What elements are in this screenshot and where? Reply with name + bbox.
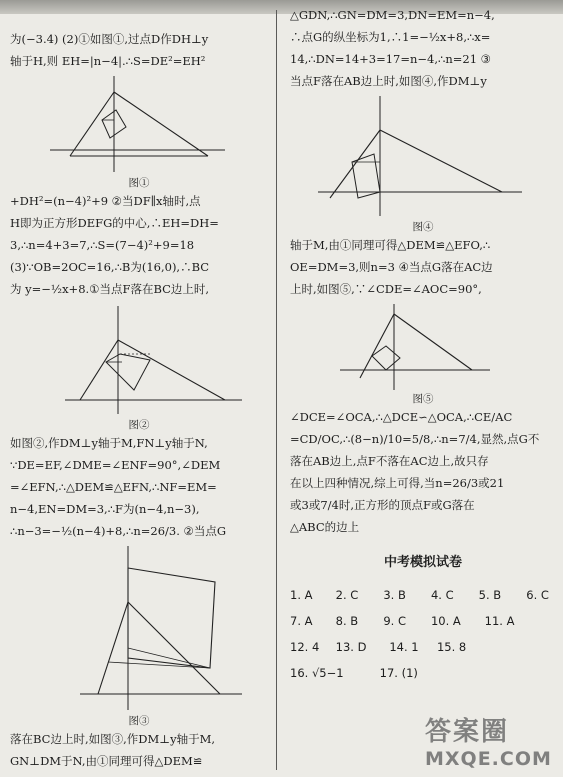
text-line: 落在AB边上,点F不落在AC边上,故只存 bbox=[290, 454, 489, 468]
text-line: n−4,EN=DM=3,∴F为(n−4,n−3), bbox=[10, 502, 200, 516]
section-title: 中考模拟试卷 bbox=[383, 555, 462, 570]
text-line: OE=DM=3,则n=3 ④当点G落在AC边 bbox=[290, 260, 493, 274]
answer-item: 7. A bbox=[290, 614, 313, 628]
answer-item: 11. A bbox=[484, 614, 515, 628]
left-column bbox=[10, 28, 268, 772]
answer-item: 14. 1 bbox=[389, 640, 419, 654]
answer-row bbox=[290, 582, 556, 608]
answer-item: 9. C bbox=[383, 614, 406, 628]
text-line: 14,∴DN=14+3=17=n−4,∴n=21 ③ bbox=[290, 52, 491, 66]
figure-3-caption: 图③ bbox=[128, 715, 150, 727]
figure-4 bbox=[290, 92, 556, 220]
answer-item: 10. A bbox=[430, 614, 461, 628]
text-line: GN⊥DM于N,由①同理可得△DEM≌ bbox=[10, 754, 203, 768]
text-line: 为 y=−½x+8.①当点F落在BC边上时, bbox=[10, 282, 210, 296]
answer-item: 5. B bbox=[478, 588, 502, 602]
text-line: ∠DCE=∠OCA,∴△DCE∽△OCA,∴CE/AC bbox=[290, 410, 513, 424]
text-line: ∴点G的纵坐标为1,∴1=−½x+8,∴x= bbox=[290, 30, 491, 44]
text-line: =∠EFN,∴△DEM≌△EFN,∴NF=EM= bbox=[10, 480, 217, 494]
figure-2-caption: 图② bbox=[128, 419, 150, 431]
text-line: 3,∴n=4+3=7,∴S=(7−4)²+9=18 bbox=[10, 238, 195, 252]
text-line: △GDN,∴GN=DM=3,DN=EM=n−4, bbox=[290, 8, 495, 22]
text-line: △ABC的边上 bbox=[290, 520, 360, 534]
answer-item: 6. C bbox=[526, 588, 549, 602]
answer-item: 16. √5−1 bbox=[290, 666, 344, 680]
text-line: 为(−3.4) (2)①如图①,过点D作DH⊥y bbox=[10, 32, 209, 46]
figure-2 bbox=[10, 300, 268, 418]
answer-item: 13. D bbox=[335, 640, 367, 654]
watermark-url: MXQE.COM bbox=[425, 748, 552, 770]
text-line: 如图②,作DM⊥y轴于M,FN⊥y轴于N, bbox=[10, 436, 208, 450]
figure-1-caption: 图① bbox=[128, 177, 150, 189]
answer-item: 15. 8 bbox=[436, 640, 467, 654]
answer-item: 2. C bbox=[335, 588, 359, 602]
text-line: 落在BC边上时,如图③,作DM⊥y轴于M, bbox=[10, 732, 216, 746]
answer-item: 12. 4 bbox=[290, 640, 320, 654]
column-divider bbox=[276, 10, 277, 770]
answer-item: 1. A bbox=[290, 588, 313, 602]
watermark-text: 答案圈 bbox=[425, 717, 510, 747]
figure-2-diagram bbox=[10, 300, 268, 418]
answer-item: 17. (1) bbox=[379, 666, 418, 680]
text-line: 当点F落在AB边上时,如图④,作DM⊥y bbox=[290, 74, 487, 88]
answer-item: 3. B bbox=[383, 588, 406, 602]
figure-4-diagram bbox=[290, 92, 556, 220]
answer-key bbox=[290, 582, 556, 686]
figure-5 bbox=[290, 300, 556, 392]
right-column bbox=[290, 4, 556, 686]
text-line: 在以上四种情况,综上可得,当n=26/3或21 bbox=[290, 476, 505, 490]
text-line: ∵DE=EF,∠DME=∠ENF=90°,∠DEM bbox=[10, 458, 221, 472]
text-line: (3)∵OB=2OC=16,∴B为(16,0),∴BC bbox=[10, 260, 210, 274]
figure-4-caption: 图④ bbox=[412, 221, 434, 233]
figure-5-caption: 图⑤ bbox=[412, 393, 434, 405]
text-line: 上时,如图⑤,∵∠CDE=∠AOC=90°, bbox=[290, 282, 482, 296]
text-line: ∴n−3=−½(n−4)+8,∴n=26/3. ②当点G bbox=[10, 524, 227, 538]
figure-3-diagram bbox=[10, 542, 268, 714]
answer-item: 8. B bbox=[335, 614, 359, 628]
answer-row bbox=[290, 660, 556, 686]
watermark-logo bbox=[425, 711, 557, 773]
answer-row bbox=[290, 608, 556, 634]
text-line: 或3或7/4时,正方形的顶点F或G落在 bbox=[290, 498, 475, 512]
text-line: 轴于H,则 EH=|n−4|.∴S=DE²=EH² bbox=[10, 54, 206, 68]
text-line: 轴于M,由①同理可得△DEM≌△EFO,∴ bbox=[290, 238, 491, 252]
figure-3 bbox=[10, 542, 268, 714]
text-line: +DH²=(n−4)²+9 ②当DF∥x轴时,点 bbox=[10, 194, 201, 208]
text-line: =CD/OC,∴(8−n)/10=5/8,∴n=7/4,显然,点G不 bbox=[290, 432, 540, 446]
text-line: H即为正方形DEFG的中心,∴EH=DH= bbox=[10, 216, 219, 230]
figure-1-diagram bbox=[10, 72, 268, 176]
answer-row bbox=[290, 634, 556, 660]
figure-1 bbox=[10, 72, 268, 176]
figure-5-diagram bbox=[290, 300, 556, 392]
answer-item: 4. C bbox=[430, 588, 454, 602]
